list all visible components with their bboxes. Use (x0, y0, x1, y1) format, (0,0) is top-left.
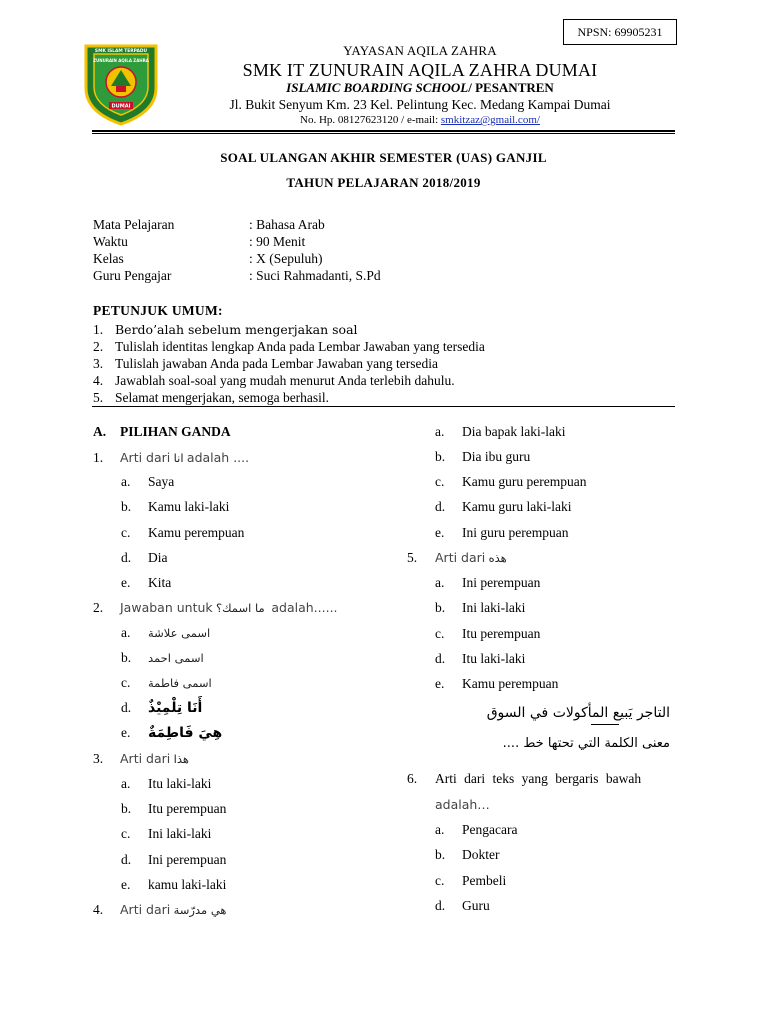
logo-bottom-text: DUMAI (111, 103, 131, 110)
section-rule (92, 406, 675, 407)
instruction-item (93, 355, 485, 372)
info-value: : X (Sepuluh) (249, 251, 323, 266)
option-letter: b. (435, 449, 446, 464)
question-4 (93, 902, 226, 918)
instruction-item (93, 338, 485, 355)
option-text: أَنَا تِلْمِيْذٌ (148, 700, 203, 716)
option[interactable] (435, 651, 525, 667)
info-row (93, 250, 381, 267)
instruction-number: 2. (93, 339, 104, 354)
option[interactable] (121, 877, 226, 893)
question-5 (407, 550, 507, 566)
option-letter: a. (435, 575, 445, 590)
option-letter: c. (121, 525, 131, 540)
option-letter: b. (435, 600, 446, 615)
arabic-word: هذا (173, 752, 189, 766)
instruction-item (93, 389, 485, 406)
question-number: 2. (93, 600, 104, 615)
info-row (93, 267, 381, 284)
option[interactable] (435, 847, 500, 863)
option-letter: e. (435, 525, 445, 540)
exam-info (93, 216, 381, 284)
option-text: Pengacara (462, 822, 518, 837)
info-key: Waktu (93, 234, 128, 249)
info-value: : Suci Rahmadanti, S.Pd (249, 268, 381, 283)
question-text: Arti dari (435, 550, 486, 565)
option-letter: e. (121, 877, 131, 892)
option[interactable] (435, 449, 530, 465)
option[interactable] (121, 700, 202, 716)
option-text: Pembeli (462, 873, 507, 888)
option-text: Ini guru perempuan (462, 525, 569, 540)
question-text: Arti dari teks yang bergaris bawah (435, 771, 642, 786)
instruction-number: 5. (93, 390, 104, 405)
question-3 (93, 751, 189, 767)
option[interactable] (435, 499, 571, 515)
option-text: Itu laki-laki (148, 776, 212, 791)
info-row (93, 216, 381, 233)
instruction-text: Berdo’alah sebelum mengerjakan soal (115, 322, 358, 337)
option-letter: d. (121, 700, 132, 715)
option[interactable] (435, 873, 506, 889)
instruction-number: 4. (93, 373, 104, 388)
arabic-word: هي مدرّسة (173, 903, 227, 917)
option-letter: e. (435, 676, 445, 691)
option[interactable] (121, 525, 244, 541)
instruction-text: Jawablah soal-soal yang mudah menurut Anda terlebih dahulu. (115, 373, 455, 388)
instruction-text: Tulislah identitas lengkap Anda pada Lembar Jawaban yang tersedia (115, 339, 485, 354)
school-type (150, 80, 690, 96)
school-contact (150, 114, 690, 126)
option-letter: a. (435, 424, 445, 439)
option[interactable] (121, 650, 204, 666)
logo-mid-text: ZUNURAIN AQILA ZAHRA (93, 58, 149, 63)
option-letter: b. (435, 847, 446, 862)
header-rule-thin (92, 133, 675, 134)
option-text: Kamu perempuan (462, 676, 559, 691)
option-text: اسمى علاشة (148, 626, 211, 640)
option[interactable] (435, 898, 490, 914)
option[interactable] (435, 676, 558, 692)
option-text: Kamu perempuan (148, 525, 245, 540)
option-text: Ini laki-laki (148, 826, 212, 841)
option-letter: d. (121, 852, 132, 867)
option-letter: d. (435, 898, 446, 913)
option-text: Kamu guru perempuan (462, 474, 587, 489)
instruction-number: 1. (93, 322, 104, 337)
option[interactable] (121, 852, 226, 868)
section-letter: A. (93, 424, 107, 439)
question-number: 3. (93, 751, 104, 766)
info-key: Guru Pengajar (93, 268, 172, 283)
option-letter: d. (435, 651, 446, 666)
option-letter: b. (121, 801, 132, 816)
option-text: Itu laki-laki (462, 651, 526, 666)
question-6 (407, 771, 641, 787)
option-text: Saya (148, 474, 175, 489)
option[interactable] (121, 725, 222, 741)
option-letter: e. (121, 725, 131, 740)
option-text: Dia bapak laki-laki (462, 424, 566, 439)
info-row (93, 233, 381, 250)
info-value: : 90 Menit (249, 234, 306, 249)
question-text-cont: adalah… (435, 797, 490, 812)
option[interactable] (435, 626, 540, 642)
instruction-item (93, 372, 485, 389)
option-text: اسمى فاطمة (148, 676, 212, 690)
arabic-word: هذه (488, 551, 507, 565)
question-text: Jawaban untuk (120, 600, 213, 615)
option[interactable] (121, 499, 229, 515)
arabic-question: معنى الكلمة التي تحتها خط .... (502, 736, 670, 751)
question-number: 1. (93, 450, 104, 465)
option[interactable] (435, 600, 525, 616)
info-key: Kelas (93, 251, 124, 266)
option-letter: b. (121, 650, 132, 665)
question-text: Arti dari (120, 751, 171, 766)
option[interactable] (121, 625, 210, 641)
exam-title: SOAL ULANGAN AKHIR SEMESTER (UAS) GANJIL (220, 150, 547, 165)
option-text: Kita (148, 575, 172, 590)
school-type-italic: ISLAMIC BOARDING SCHOOL (286, 80, 469, 95)
school-address: Jl. Bukit Senyum Km. 23 Kel. Pelintung Kec. Medang Kampai Dumai (229, 97, 611, 112)
question-number: 5. (407, 550, 418, 565)
arabic-word: ما اسمك؟ (216, 601, 265, 615)
email-link[interactable]: smkitzaz@gmail.com/ (440, 114, 540, 126)
option[interactable] (121, 575, 171, 591)
question-text: adalah .... (186, 450, 250, 465)
option[interactable] (121, 826, 211, 842)
option-text: Kamu laki-laki (148, 499, 230, 514)
academic-year: TAHUN PELAJARAN 2018/2019 (286, 175, 481, 190)
question-2 (93, 600, 338, 616)
option-letter: a. (121, 474, 131, 489)
option[interactable] (121, 474, 174, 490)
underline-mark (591, 724, 619, 725)
option-letter: c. (435, 474, 445, 489)
option[interactable] (435, 822, 517, 838)
npsn-text: NPSN: 69905231 (577, 25, 663, 39)
option-letter: a. (121, 625, 131, 640)
option-letter: d. (435, 499, 446, 514)
option-text: Dokter (462, 847, 500, 862)
school-name: SMK IT ZUNURAIN AQILA ZAHRA DUMAI (242, 60, 598, 80)
info-value: : Bahasa Arab (249, 217, 325, 232)
option-text: هِيَ فَاطِمَةٌ (148, 725, 223, 741)
option-text: اسمى احمد (148, 651, 204, 665)
option-text: Ini perempuan (148, 852, 227, 867)
instruction-text: Tulislah jawaban Anda pada Lembar Jawaban yang tersedia (115, 356, 439, 371)
option[interactable] (435, 525, 568, 541)
question-text: Arti dari (120, 450, 171, 465)
arabic-sentence: التاجر يَبيع المأكولات في السوق (486, 705, 670, 721)
option-text: Ini perempuan (462, 575, 541, 590)
question-text: adalah...... (271, 600, 338, 615)
option-text: Guru (462, 898, 490, 913)
instruction-number: 3. (93, 356, 104, 371)
option[interactable] (121, 776, 211, 792)
option[interactable] (121, 801, 226, 817)
instructions-list (93, 321, 485, 406)
info-key: Mata Pelajaran (93, 217, 175, 232)
option-text: kamu laki-laki (148, 877, 227, 892)
option-letter: a. (121, 776, 131, 791)
option-letter: c. (121, 675, 131, 690)
option-letter: c. (435, 626, 445, 641)
question-1 (93, 450, 249, 466)
option-text: Kamu guru laki-laki (462, 499, 572, 514)
option-letter: a. (435, 822, 445, 837)
foundation-name: YAYASAN AQILA ZAHRA (343, 43, 497, 58)
option-letter: b. (121, 499, 132, 514)
option-letter: d. (121, 550, 132, 565)
option[interactable] (435, 424, 565, 440)
question-number: 4. (93, 902, 104, 917)
option-text: Ini laki-laki (462, 600, 526, 615)
option-letter: e. (121, 575, 131, 590)
section-heading (93, 424, 231, 440)
instructions-title: PETUNJUK UMUM: (93, 303, 223, 318)
option-text: Itu perempuan (148, 801, 227, 816)
option[interactable] (121, 550, 168, 566)
option[interactable] (121, 675, 212, 691)
instruction-item (93, 321, 485, 338)
instruction-text: Selamat mengerjakan, semoga berhasil. (115, 390, 330, 405)
section-title: PILIHAN GANDA (120, 424, 231, 439)
option[interactable] (435, 575, 540, 591)
question-text: Arti dari (120, 902, 171, 917)
option-text: Dia ibu guru (462, 449, 531, 464)
question-number: 6. (407, 771, 418, 786)
option-letter: c. (121, 826, 131, 841)
school-type-rest: / PESANTREN (468, 80, 554, 95)
npsn-box (563, 19, 677, 45)
option[interactable] (435, 474, 586, 490)
contact-phone: No. Hp. 08127623120 / e-mail: (300, 114, 441, 126)
logo-top-text: SMK ISLAM TERPADU (94, 49, 148, 54)
header-rule (92, 130, 675, 132)
arabic-word: انا (173, 451, 184, 465)
option-text: Itu perempuan (462, 626, 541, 641)
option-letter: c. (435, 873, 445, 888)
option-text: Dia (148, 550, 168, 565)
